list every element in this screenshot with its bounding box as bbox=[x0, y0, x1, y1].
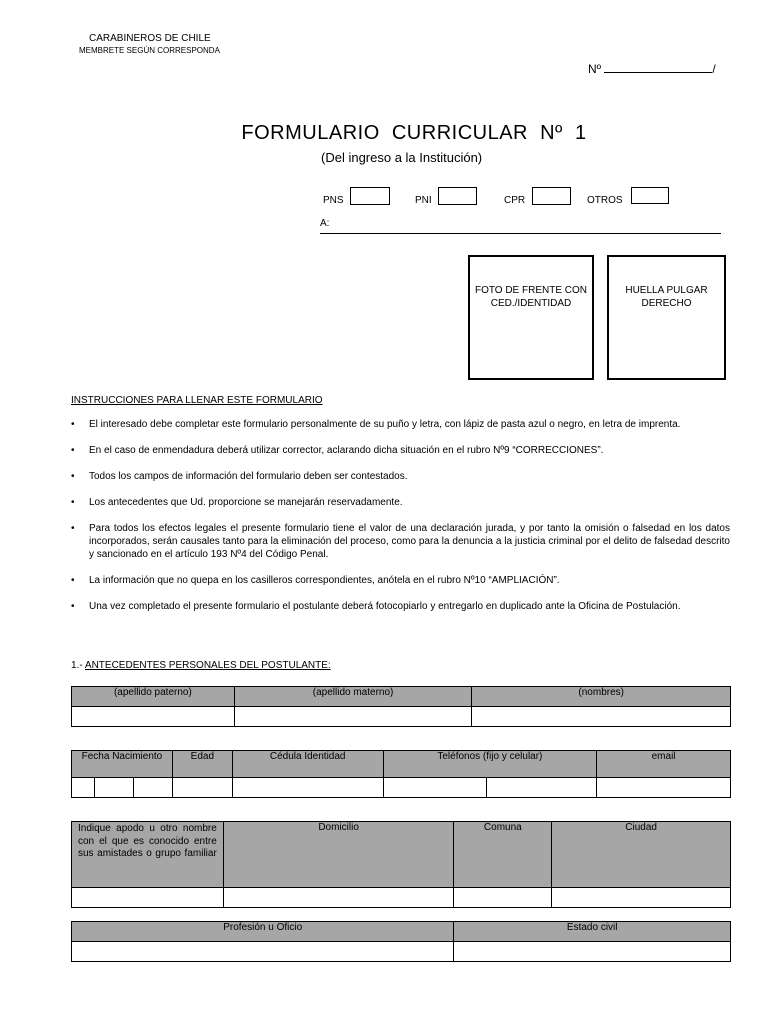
input-ciudad[interactable] bbox=[552, 888, 731, 908]
header-fecha-nacimiento: Fecha Nacimiento bbox=[72, 751, 173, 778]
instructions-list bbox=[71, 418, 730, 626]
input-apellido-paterno[interactable] bbox=[72, 707, 235, 727]
check-label-cpr: CPR bbox=[504, 195, 526, 206]
header-profesion: Profesión u Oficio bbox=[72, 922, 454, 942]
input-edad[interactable] bbox=[172, 778, 232, 798]
section-1-title: ANTECEDENTES PERSONALES DEL POSTULANTE: bbox=[84, 660, 331, 671]
instruction-item: • La información que no quepa en los casilleros correspondientes, anótela en el rubro Nº10 “AMPLIACIÓN”. bbox=[71, 574, 730, 587]
header-nombres: (nombres) bbox=[472, 687, 731, 707]
check-box-otros[interactable] bbox=[631, 187, 669, 204]
address-table bbox=[71, 821, 731, 908]
check-box-pns[interactable] bbox=[350, 187, 390, 204]
form-number-line[interactable] bbox=[604, 61, 712, 73]
input-domicilio[interactable] bbox=[223, 888, 454, 908]
input-dia[interactable] bbox=[72, 778, 95, 798]
input-estado-civil[interactable] bbox=[454, 942, 731, 962]
check-label-pns: PNS bbox=[323, 195, 344, 206]
form-number-label: Nº bbox=[588, 62, 602, 76]
header-apellido-materno: (apellido materno) bbox=[234, 687, 472, 707]
instruction-item: • El interesado debe completar este formulario personalmente de su puño y letra, con lápiz de pasta azul o negro, en letra de imprenta. bbox=[71, 418, 730, 431]
names-table bbox=[71, 686, 731, 727]
input-anio[interactable] bbox=[133, 778, 172, 798]
instructions-title: INSTRUCCIONES PARA LLENAR ESTE FORMULARIO bbox=[71, 395, 323, 406]
input-apellido-materno[interactable] bbox=[234, 707, 472, 727]
header-cedula: Cédula Identidad bbox=[232, 751, 383, 778]
input-comuna[interactable] bbox=[454, 888, 552, 908]
thumbprint-box-label: HUELLA PULGAR DERECHO bbox=[625, 285, 708, 309]
letterhead-note: MEMBRETE SEGÚN CORRESPONDA bbox=[79, 46, 220, 55]
section-1-number: 1.- bbox=[71, 660, 83, 671]
check-line-cpr bbox=[532, 204, 571, 205]
section-1-heading bbox=[71, 660, 331, 671]
check-label-pni: PNI bbox=[415, 195, 432, 206]
header-estado-civil: Estado civil bbox=[454, 922, 731, 942]
page-subtitle: (Del ingreso a la Institución) bbox=[321, 150, 483, 165]
input-telefono-fijo[interactable] bbox=[383, 778, 487, 798]
input-email[interactable] bbox=[597, 778, 731, 798]
photo-box bbox=[468, 255, 594, 380]
form-number-field[interactable] bbox=[588, 61, 716, 76]
instruction-item: • Todos los campos de información del formulario deben ser contestados. bbox=[71, 470, 730, 483]
header-email: email bbox=[597, 751, 731, 778]
check-label-otros: OTROS bbox=[587, 195, 623, 206]
instruction-item: • Para todos los efectos legales el presente formulario tiene el valor de una declaración jurada, y por tanto la omisión o falsedad en los datos incorporados, serán causales tanto para la eliminación del proceso, como para la denuncia a la justicia criminal por el delito de falsedad descrito y sancionado en el artículo 193 Nº4 del Código Penal. bbox=[71, 522, 730, 561]
header-domicilio: Domicilio bbox=[223, 822, 454, 888]
thumbprint-box bbox=[607, 255, 726, 380]
check-box-pni[interactable] bbox=[438, 187, 477, 204]
input-profesion[interactable] bbox=[72, 942, 454, 962]
addressee-line[interactable] bbox=[320, 233, 721, 234]
input-mes[interactable] bbox=[94, 778, 133, 798]
header-edad: Edad bbox=[172, 751, 232, 778]
photo-box-label: FOTO DE FRENTE CON CED./IDENTIDAD bbox=[474, 285, 588, 309]
form-number-suffix: / bbox=[712, 62, 716, 76]
addressee-label: A: bbox=[320, 218, 330, 229]
header-ciudad: Ciudad bbox=[552, 822, 731, 888]
header-apodo: Indique apodo u otro nombre con el que es conocido entre sus amistades o grupo familiar bbox=[72, 822, 224, 888]
input-apodo[interactable] bbox=[72, 888, 224, 908]
header-telefonos: Teléfonos (fijo y celular) bbox=[383, 751, 597, 778]
check-box-cpr[interactable] bbox=[532, 187, 571, 204]
input-cedula[interactable] bbox=[232, 778, 383, 798]
personal-data-table bbox=[71, 750, 731, 798]
instruction-item: • Una vez completado el presente formulario el postulante deberá fotocopiarlo y entregarlo en duplicado ante la Oficina de Postulación. bbox=[71, 600, 730, 613]
page-title: FORMULARIO CURRICULAR Nº 1 bbox=[241, 122, 587, 144]
instruction-item: • Los antecedentes que Ud. proporcione se manejarán reservadamente. bbox=[71, 496, 730, 509]
organization-name: CARABINEROS DE CHILE bbox=[89, 33, 211, 44]
instruction-item: • En el caso de enmendadura deberá utilizar corrector, aclarando dicha situación en el rubro Nº9 “CORRECCIONES”. bbox=[71, 444, 730, 457]
check-line-pni bbox=[438, 204, 477, 205]
input-telefono-celular[interactable] bbox=[487, 778, 597, 798]
header-comuna: Comuna bbox=[454, 822, 552, 888]
header-apellido-paterno: (apellido paterno) bbox=[72, 687, 235, 707]
check-line-pns bbox=[350, 204, 390, 205]
profession-table bbox=[71, 921, 731, 962]
input-nombres[interactable] bbox=[472, 707, 731, 727]
